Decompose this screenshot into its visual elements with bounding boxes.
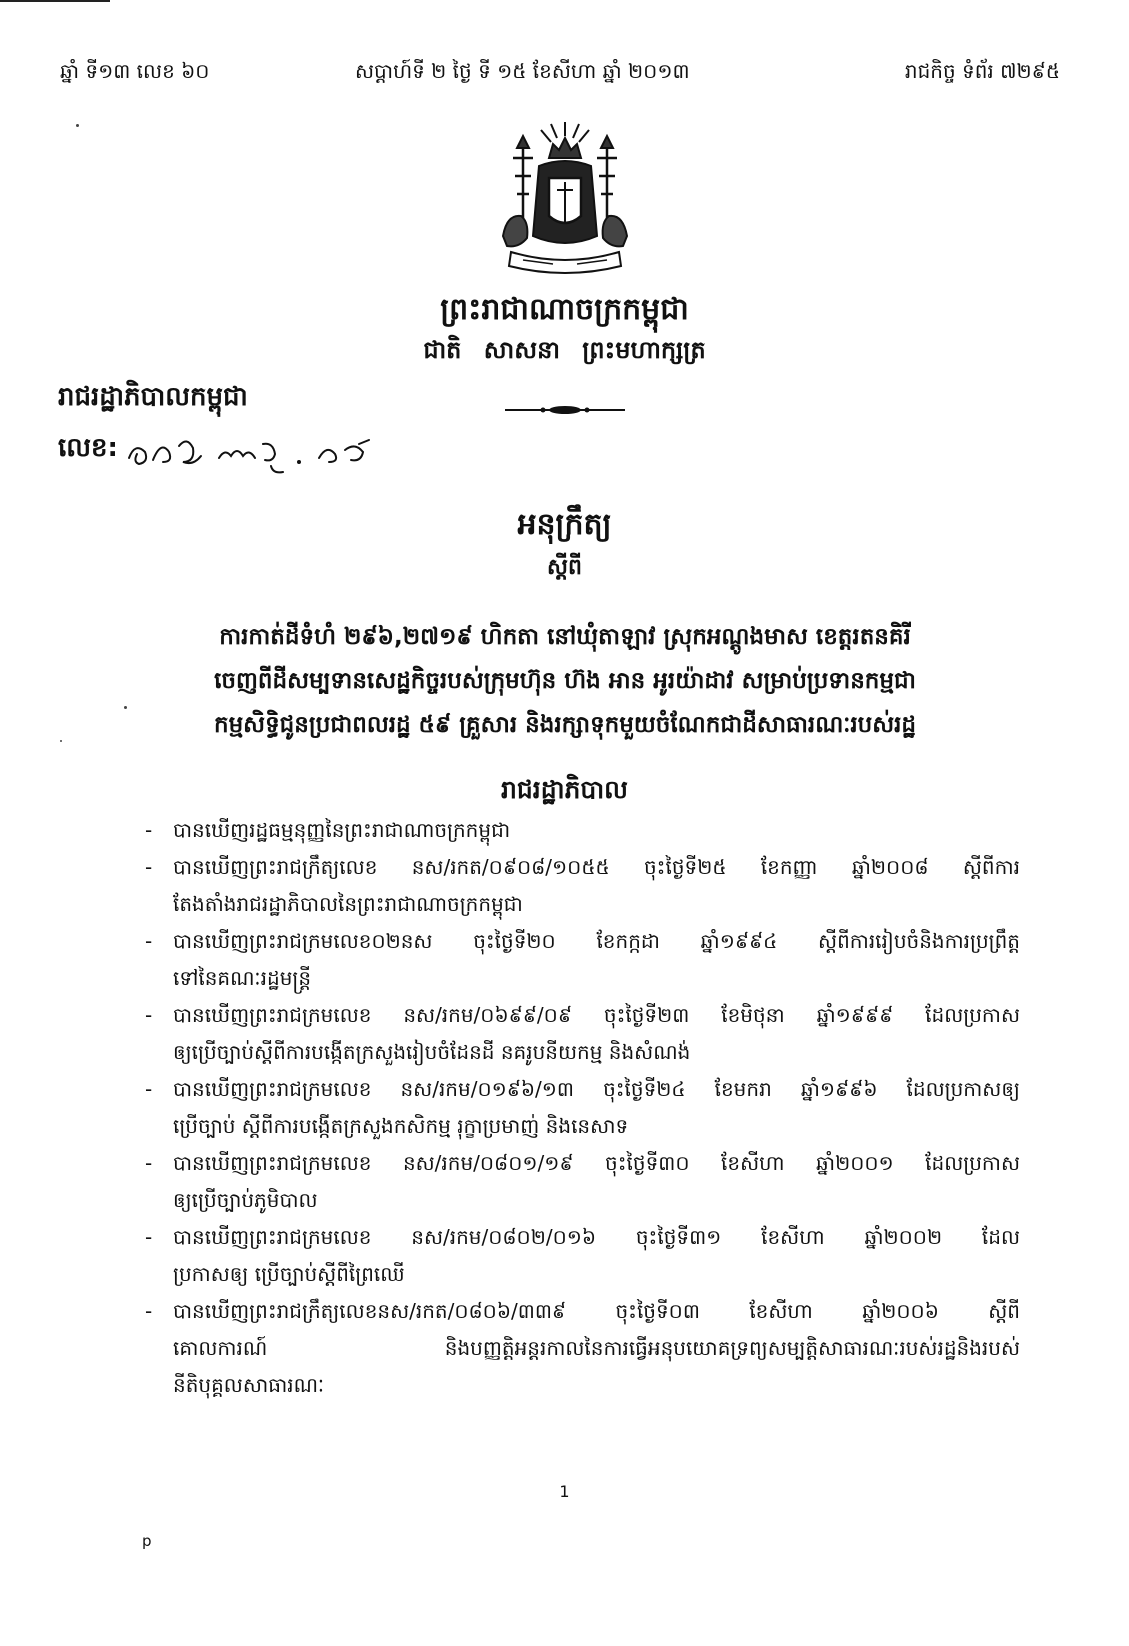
- section-title: រាជរដ្ឋាភិបាល: [501, 775, 628, 804]
- consideration-line: - បានឃើញព្រះរាជក្រឹត្យលេខនស/រកត/០៨០៦/៣៣៩ ចុះថ្ងៃទី០៣ ខែសីហា ឆ្នាំ២០០៦ ស្តីពី: [173, 1299, 1020, 1323]
- consideration-line: ឲ្យប្រើច្បាប់ស្តីពីការបង្កើតក្រសួងរៀបចំដែនដី នគរូបនីយកម្ម និងសំណង់: [173, 1040, 691, 1064]
- consideration-line: ប្រកាសឲ្យ ប្រើច្បាប់ស្តីពីព្រៃឈើ: [173, 1262, 405, 1286]
- considerations-list: [145, 812, 1020, 1404]
- royal-coat-of-arms-icon: [493, 118, 637, 280]
- page-number: 1: [559, 1482, 570, 1501]
- consideration-line: នីតិបុគ្គលសាធារណៈ: [173, 1373, 325, 1397]
- gazette-year-issue: ឆ្នាំ ទី១៣ លេខ ៦០: [60, 59, 210, 83]
- consideration-item: [145, 997, 1020, 1071]
- consideration-line: តែងតាំងរាជរដ្ឋាភិបាលនៃព្រះរាជាណាចក្រកម្ពុជា: [173, 892, 523, 916]
- ornament-divider-icon: [505, 405, 625, 415]
- subject-line: ការកាត់ដីទំហំ ២៩៦,២៧១៩ ហិកតា នៅឃុំតាឡាវ ស្រុកអណ្តូងមាស ខេត្តរតនគិរី: [219, 624, 911, 650]
- document-subject: [120, 615, 1010, 747]
- top-edge-rule: [0, 0, 110, 2]
- consideration-line: - បានឃើញរដ្ឋធម្មនុញ្ញនៃព្រះរាជាណាចក្រកម្ពុជា: [173, 818, 511, 842]
- consideration-item: [145, 1219, 1020, 1293]
- consideration-item: [145, 923, 1020, 997]
- consideration-line: - បានឃើញព្រះរាជក្រមលេខ នស/រកម/០៨០១/១៩ ចុះថ្ងៃទី៣០ ខែសីហា ឆ្នាំ២០០១ ដែលប្រកាស: [173, 1151, 1020, 1175]
- subject-line: ចេញពីដីសម្បទានសេដ្ឋកិច្ចរបស់ក្រុមហ៊ុន ហ៊ង អាន អូរយ៉ាដាវ សម្រាប់ប្រទានកម្មជា: [214, 668, 916, 694]
- scan-speck: [124, 706, 127, 709]
- scan-speck: [60, 740, 62, 742]
- kingdom-name: ព្រះរាជាណាចក្រកម្ពុជា: [440, 292, 689, 327]
- consideration-item: [145, 1071, 1020, 1145]
- consideration-line: គោលការណ៍ និងបញ្ញត្តិអន្តរកាលនៃការធ្វើអនុបយោគទ្រព្យសម្បត្តិសាធារណៈរបស់រដ្ឋនិងរបស់: [173, 1336, 1020, 1360]
- consideration-line: - បានឃើញព្រះរាជក្រមលេខ នស/រកម/០៦៩៩/០៩ ចុះថ្ងៃទី២៣ ខែមិថុនា ឆ្នាំ១៩៩៩ ដែលប្រកាស: [173, 1003, 1020, 1027]
- consideration-line: - បានឃើញព្រះរាជក្រមលេខ នស/រកម/០១៩៦/១៣ ចុះថ្ងៃទី២៤ ខែមករា ឆ្នាំ១៩៩៦ ដែលប្រកាសឲ្យ: [173, 1077, 1020, 1101]
- gazette-date: សប្តាហ៍ទី ២ ថ្ងៃ ទី ១៥ ខែសីហា ឆ្នាំ ២០១៣: [355, 59, 690, 83]
- gazette-page-ref: រាជកិច្ច ទំព័រ ៧២៩៥: [904, 59, 1060, 83]
- consideration-line: ប្រើច្បាប់ ស្តីពីការបង្កើតក្រសួងកសិកម្ម រុក្ខាប្រមាញ់ និងនេសាទ: [173, 1114, 629, 1138]
- consideration-line: - បានឃើញព្រះរាជក្រមលេខ នស/រកម/០៨០២/០១៦ ចុះថ្ងៃទី៣១ ខែសីហា ឆ្នាំ២០០២ ដែល: [173, 1225, 1020, 1249]
- consideration-item: [145, 812, 1020, 849]
- document-number-label: លេខ:: [58, 433, 118, 463]
- consideration-line: ទៅនៃគណៈរដ្ឋមន្ត្រី: [173, 966, 312, 990]
- issuing-government: រាជរដ្ឋាភិបាលកម្ពុជា: [58, 382, 248, 412]
- document-about: ស្តីពី: [547, 555, 582, 580]
- gazette-header: [60, 58, 1060, 92]
- consideration-item: [145, 849, 1020, 923]
- consideration-item: [145, 1293, 1020, 1404]
- handwritten-number-value: [123, 422, 393, 478]
- document-number: [58, 422, 393, 482]
- stray-mark: p: [142, 1532, 152, 1550]
- consideration-line: - បានឃើញព្រះរាជក្រឹត្យលេខ នស/រកត/០៩០៨/១០៥៥ ចុះថ្ងៃទី២៥ ខែកញ្ញា ឆ្នាំ២០០៨ ស្តីពីការ: [173, 855, 1020, 879]
- consideration-line: ឲ្យប្រើច្បាប់ភូមិបាល: [173, 1188, 318, 1212]
- scan-speck: [76, 124, 79, 127]
- subject-line: កម្មសិទ្ធិជូនប្រជាពលរដ្ឋ ៥៩ គ្រួសារ និងរក្សាទុកមួយចំណែកជាដីសាធារណៈរបស់រដ្ឋ: [213, 712, 917, 738]
- consideration-line: - បានឃើញព្រះរាជក្រមលេខ០២នស ចុះថ្ងៃទី២០ ខែកក្កដា ឆ្នាំ១៩៩៤ ស្តីពីការរៀបចំនិងការប្រព្រឹត្ត: [173, 929, 1020, 953]
- consideration-item: [145, 1145, 1020, 1219]
- document-type: អនុក្រឹត្យ: [517, 507, 612, 542]
- national-motto: ជាតិ សាសនា ព្រះមហាក្សត្រ: [423, 336, 706, 364]
